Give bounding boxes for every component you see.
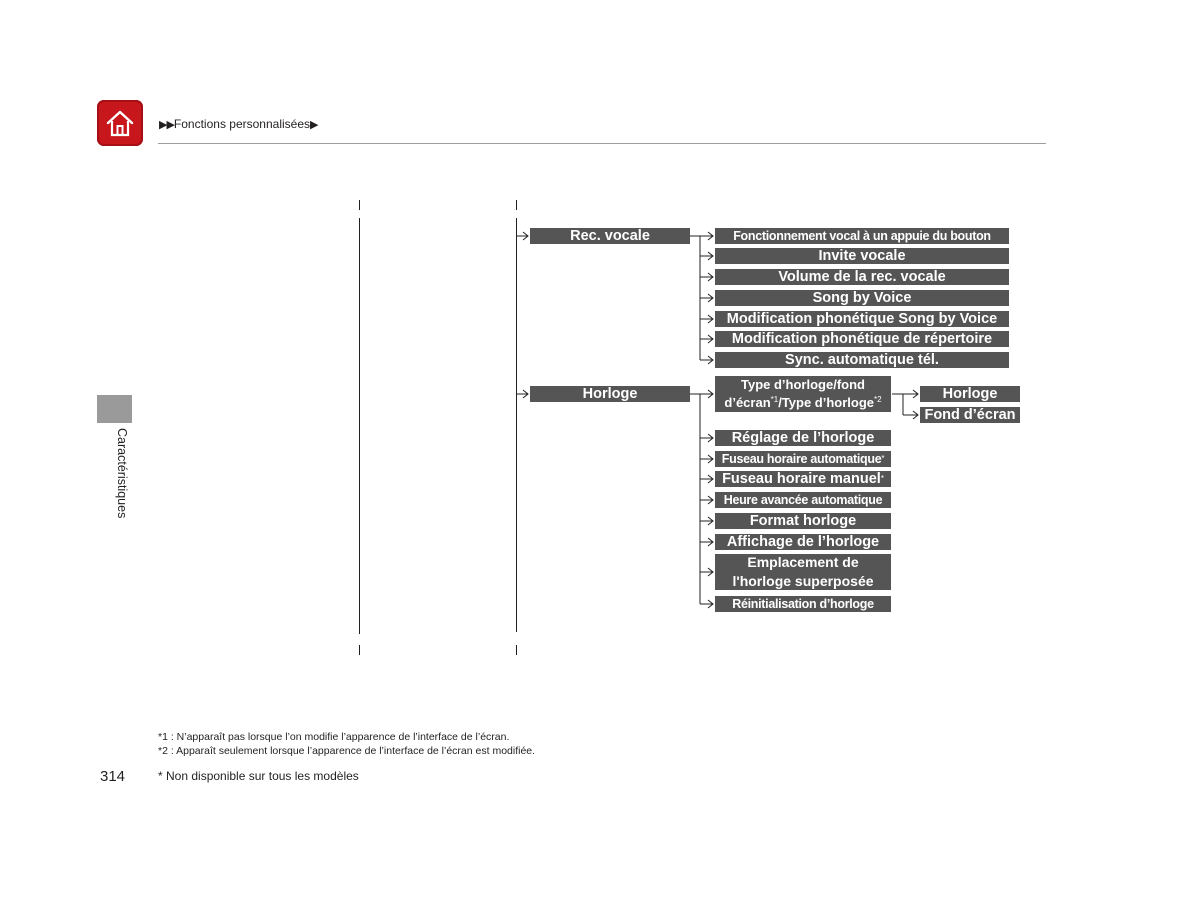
footnote-ref-2: *2 [874, 395, 882, 404]
breadcrumb-label: Fonctions personnalisées [173, 117, 310, 131]
clock-item-fuseau-auto[interactable]: Fuseau horaire automatique * [715, 451, 891, 467]
clock-fuseau-manuel-label: Fuseau horaire manuel [722, 471, 881, 487]
clock-item-affichage[interactable]: Affichage de l’horloge [715, 534, 891, 550]
voice-item-phonetic-repertoire[interactable]: Modification phonétique de répertoire [715, 331, 1009, 347]
side-tab-label: Caractéristiques [115, 428, 129, 519]
clock-item-format[interactable]: Format horloge [715, 513, 891, 529]
clock-item-reinit[interactable]: Réinitialisation d’horloge [715, 596, 891, 612]
menu-horloge[interactable]: Horloge [530, 386, 690, 402]
clock-type-line2 [724, 394, 881, 412]
voice-item-invite-vocale[interactable]: Invite vocale [715, 248, 1009, 264]
menu-rec-vocale[interactable]: Rec. vocale [530, 228, 690, 244]
clock-type-fond-ecran[interactable]: Fond d’écran [920, 407, 1020, 423]
clock-item-fuseau-manuel[interactable]: Fuseau horaire manuel * [715, 471, 891, 487]
breadcrumb-arrow-icon: ▶ [310, 119, 318, 131]
footnote-ref-1: *1 [770, 395, 779, 404]
clock-item-type[interactable] [715, 376, 891, 412]
clock-type-horloge[interactable]: Horloge [920, 386, 1020, 402]
clock-type-line2b: /Type d’horloge [778, 395, 875, 410]
availability-note: * Non disponible sur tous les modèles [158, 769, 359, 783]
clock-item-reglage[interactable]: Réglage de l’horloge [715, 430, 891, 446]
page-number: 314 [100, 768, 126, 785]
clock-fuseau-auto-label: Fuseau horaire automatique [721, 452, 882, 466]
voice-item-volume[interactable]: Volume de la rec. vocale [715, 269, 1009, 285]
footnote-1: *1 : N’apparaît pas lorsque l’on modifie l’apparence de l’interface de l’écran. [158, 731, 510, 743]
voice-item-song-by-voice[interactable]: Song by Voice [715, 290, 1009, 306]
voice-item-phonetic-song[interactable]: Modification phonétique Song by Voice [715, 311, 1009, 327]
footnote-2: *2 : Apparaît seulement lorsque l’apparence de l’interface de l’écran est modifiée. [158, 745, 536, 757]
clock-type-line1: Type d’horloge/fond [741, 377, 865, 392]
clock-emplacement-line2: l'horloge superposée [732, 573, 874, 589]
voice-item-sync-tel[interactable]: Sync. automatique tél. [715, 352, 1009, 368]
clock-emplacement-line1: Emplacement de [747, 554, 859, 570]
clock-type-line2a: d’écran [724, 395, 771, 410]
voice-item-fonctionnement-vocal[interactable]: Fonctionnement vocal à un appuie du bouton [715, 228, 1009, 244]
breadcrumb-arrows-icon: ▶▶ [159, 119, 174, 131]
clock-item-heure-avancee[interactable]: Heure avancée automatique [715, 492, 891, 508]
clock-item-emplacement[interactable] [715, 554, 891, 590]
